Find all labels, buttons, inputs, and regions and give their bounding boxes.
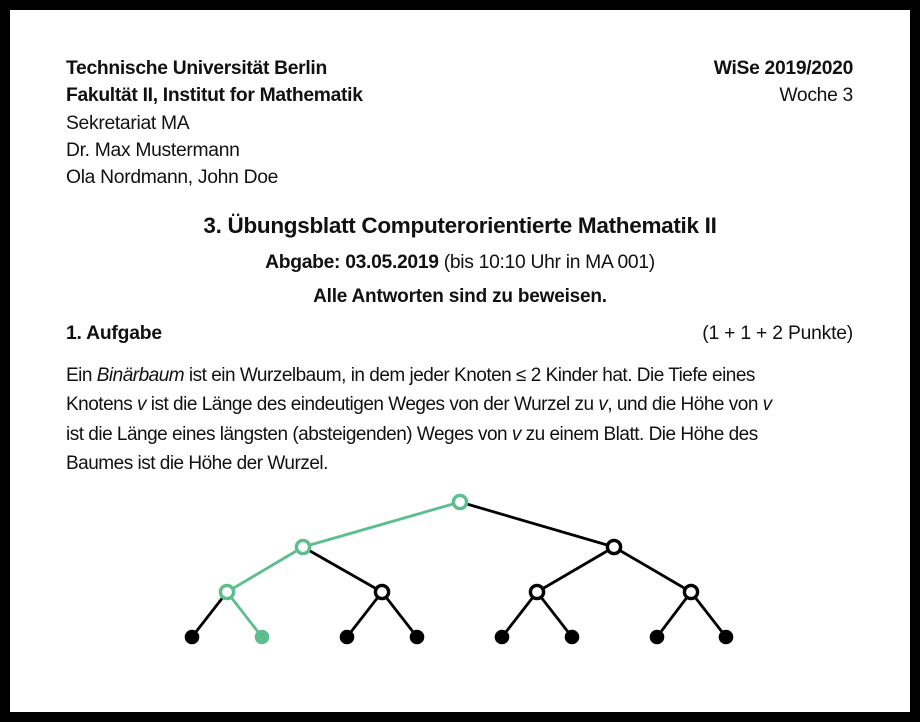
header-line: Technische Universität Berlin [66, 58, 327, 79]
text-segment: Knotens [66, 394, 137, 416]
tree-node-leaf2 [255, 630, 270, 645]
due-date-details: (bis 10:10 Uhr in MA 001) [438, 252, 655, 273]
header-line: Sekretariat MA [66, 112, 190, 134]
tree-node-root [453, 495, 466, 508]
text-segment: Baumes ist die Höhe der Wurzel. [66, 453, 328, 475]
header-line: Fakultät II, Institut for Mathematik [66, 85, 363, 107]
tree-node-bb [684, 585, 697, 598]
tree-edge-bb-leaf7 [657, 592, 691, 637]
tree-edge-ab-leaf4 [382, 592, 417, 637]
tree-node-leaf6 [565, 630, 580, 645]
text-segment: , und die Höhe von [607, 394, 763, 416]
italic-term: v [762, 394, 772, 416]
tree-node-leaf7 [650, 630, 665, 645]
header-line: Ola Nordmann, John Doe [66, 167, 279, 189]
exercise-paragraph [66, 361, 856, 479]
paragraph-line [66, 420, 856, 449]
exercise-label: 1. Aufgabe [66, 323, 162, 344]
italic-term: Binärbaum [96, 365, 185, 386]
due-date-bold: Abgabe: 03.05.2019 [265, 252, 439, 273]
header-right [714, 55, 853, 110]
tree-edge-b-bb [614, 547, 691, 592]
tree-edge-a-ab [303, 547, 382, 592]
paragraph-line [66, 361, 856, 390]
tree-edge-root-b [460, 502, 614, 547]
tree-edge-ba-leaf5 [502, 592, 537, 637]
tree-edge-bb-leaf8 [691, 592, 726, 637]
tree-node-leaf5 [495, 630, 510, 645]
tree-edge-ba-leaf6 [537, 592, 572, 637]
text-segment: Ein [66, 365, 97, 386]
tree-node-leaf3 [340, 630, 355, 645]
tree-node-leaf1 [185, 630, 200, 645]
binary-tree-diagram [66, 478, 853, 656]
tree-edge-aa-leaf2 [227, 592, 262, 637]
sheet-title: 3. Übungsblatt Computerorientierte Mathematik II [203, 213, 717, 238]
paragraph-line [66, 449, 856, 478]
header-line: Dr. Max Mustermann [66, 139, 240, 161]
header-line: Woche 3 [779, 85, 853, 107]
tree-edge-aa-leaf1 [192, 592, 227, 637]
tree-edge-ab-leaf3 [347, 592, 382, 637]
italic-term: v [511, 423, 521, 445]
exercise-points: (1 + 1 + 2 Punkte) [702, 323, 853, 344]
tree-edge-root-a [303, 502, 460, 547]
tree-node-aa [220, 585, 233, 598]
text-segment: zu einem Blatt. Die Höhe des [520, 423, 758, 445]
text-segment: ist die Länge eines längsten (absteigenden) Weges von [66, 423, 512, 445]
tree-edge-a-aa [227, 547, 303, 592]
header-left [66, 55, 363, 191]
header-line: WiSe 2019/2020 [713, 58, 853, 79]
proof-note: Alle Antworten sind zu beweisen. [313, 286, 607, 307]
italic-term: v [598, 394, 608, 416]
due-date-line [10, 252, 910, 274]
tree-node-b [607, 540, 620, 553]
text-segment: ist die Länge des eindeutigen Weges von der Wurzel zu [146, 394, 599, 416]
tree-node-a [296, 540, 309, 553]
tree-node-leaf4 [410, 630, 425, 645]
tree-node-leaf8 [719, 630, 734, 645]
exercise-header-row [66, 323, 853, 345]
tree-node-ab [375, 585, 388, 598]
italic-term: v [137, 394, 146, 416]
text-segment: ist ein Wurzelbaum, in dem jeder Knoten ≤ 2 Kinder hat. Die Tiefe eines [184, 365, 755, 386]
tree-node-ba [530, 585, 543, 598]
tree-edge-b-ba [537, 547, 614, 592]
paragraph-line [66, 390, 856, 419]
